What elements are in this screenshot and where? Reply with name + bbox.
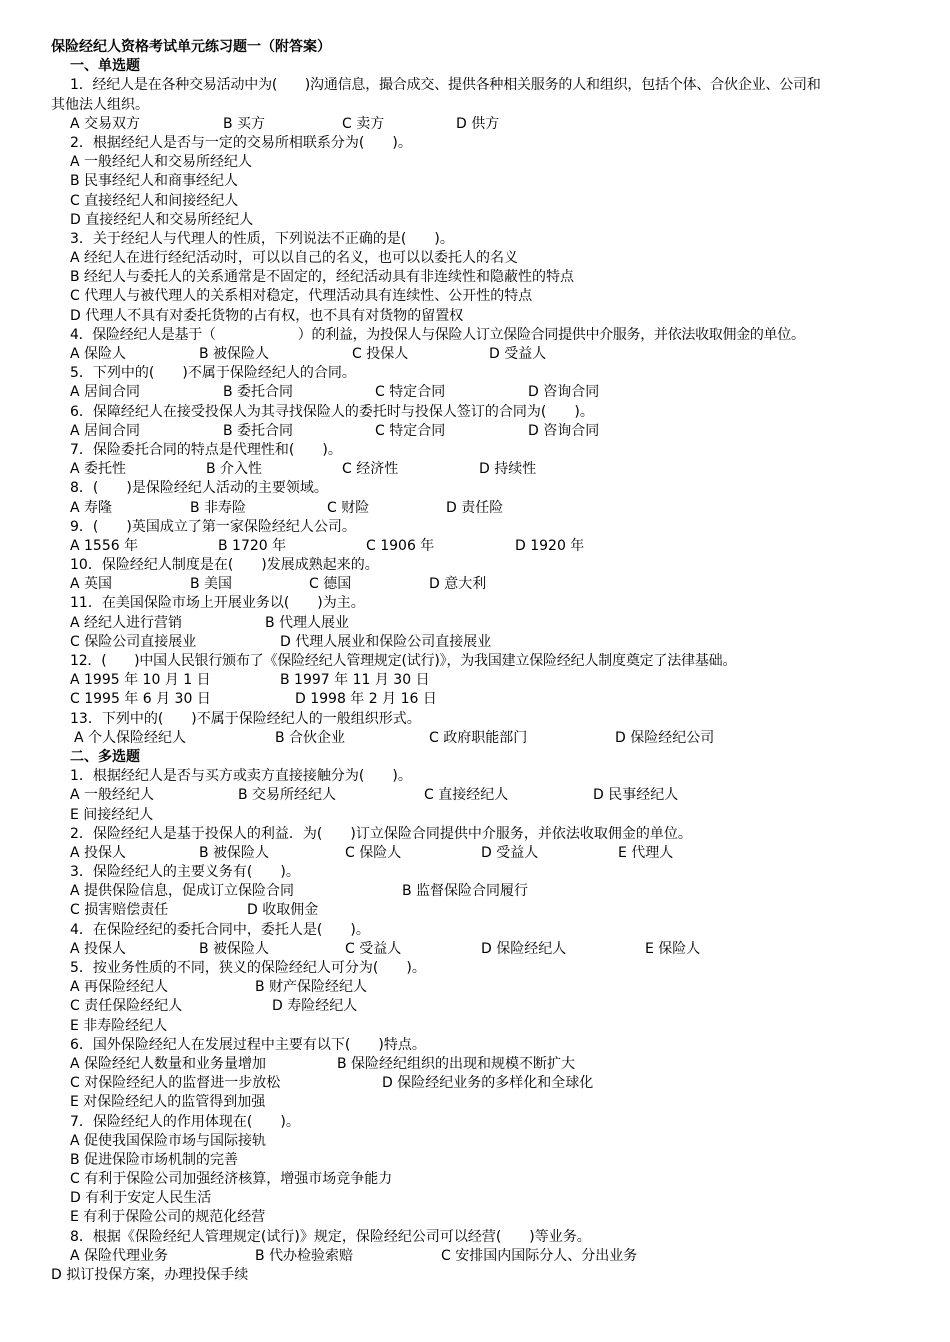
option-row xyxy=(51,978,926,997)
option-row xyxy=(51,940,926,959)
option: C 1906 年 xyxy=(366,537,435,554)
option: A 保险人 xyxy=(70,346,127,362)
option: B 财产保险经纪人 xyxy=(255,979,368,996)
option: B 合伙企业 xyxy=(275,729,346,746)
option: B 监督保险合同履行 xyxy=(402,883,529,900)
option: A 保险代理业务 xyxy=(70,1247,169,1264)
option: D 意大利 xyxy=(429,576,487,593)
option: A 促使我国保险市场与国际接轨 xyxy=(70,1132,267,1149)
option: B 非寿险 xyxy=(190,499,247,516)
option-row xyxy=(51,690,926,709)
option: B 被保险人 xyxy=(199,346,270,362)
option: D 收取佣金 xyxy=(247,902,319,919)
question-text: 4．保险经纪人是基于（ ）的利益，为投保人与保险人订立保险合同提供中介服务，并依法收取佣金的单位。 xyxy=(70,326,805,343)
option: A 保险经纪人数量和业务量增加 xyxy=(70,1055,267,1072)
option: A 提供保险信息，促成订立保险合同 xyxy=(70,883,295,900)
option-row xyxy=(51,537,926,556)
option: B 1720 年 xyxy=(218,537,287,554)
option: D 咨询合同 xyxy=(528,422,600,439)
question-text: 13．下列中的( )不属于保险经纪人的一般组织形式。 xyxy=(70,710,421,727)
option: B 交易所经纪人 xyxy=(238,787,337,804)
option-row xyxy=(51,729,926,748)
option: C 安排国内国际分人、分出业务 xyxy=(441,1247,638,1264)
option: E 对保险经纪人的监管得到加强 xyxy=(70,1094,266,1111)
question-text: 3．关于经纪人与代理人的性质，下列说法不正确的是( )。 xyxy=(70,230,454,247)
option: D 保险经纪公司 xyxy=(615,729,715,746)
option: B 代理人展业 xyxy=(265,614,350,631)
option-row xyxy=(51,499,926,518)
question-text: 4．在保险经纪的委托合同中，委托人是( )。 xyxy=(70,921,370,938)
option: C 对保险经纪人的监督进一步放松 xyxy=(70,1075,281,1092)
option-row xyxy=(51,786,926,805)
option: E 有利于保险公司的规范化经营 xyxy=(70,1209,266,1226)
option: C 代理人与被代理人的关系相对稳定，代理活动具有连续性、公开性的特点 xyxy=(70,288,533,305)
option-row xyxy=(51,345,926,364)
option: C 保险人 xyxy=(345,844,402,861)
option: D 1920 年 xyxy=(515,537,585,554)
option: C 财险 xyxy=(327,499,370,516)
option-row xyxy=(51,844,926,863)
option: B 被保险人 xyxy=(199,844,270,861)
option: D 保险经纪业务的多样化和全球化 xyxy=(382,1075,594,1092)
question-text: 2．保险经纪人是基于投保人的利益．为( )订立保险合同提供中介服务，并依法收取佣金的单位。 xyxy=(70,825,692,842)
question-text: 11．在美国保险市场上开展业务以( )为主。 xyxy=(70,595,365,612)
question-text: 9．( )英国成立了第一家保险经纪人公司。 xyxy=(70,518,356,535)
option: D 咨询合同 xyxy=(528,384,600,401)
option: A 一般经纪人 xyxy=(70,787,155,804)
option: E 代理人 xyxy=(618,844,674,861)
option-row xyxy=(51,575,926,594)
question-text: 7．保险经纪人的作用体现在( )。 xyxy=(70,1113,300,1130)
option: A 英国 xyxy=(70,576,113,593)
question-text: 8．( )是保险经纪人活动的主要领域。 xyxy=(70,480,328,497)
option-row xyxy=(51,614,926,633)
option: A 投保人 xyxy=(70,940,127,957)
option: C 直接经纪人和间接经纪人 xyxy=(70,192,239,209)
option: B 1997 年 11 月 30 日 xyxy=(280,672,430,689)
option: C 政府职能部门 xyxy=(429,729,528,746)
option-row xyxy=(51,460,926,479)
option: A 一般经纪人和交易所经纪人 xyxy=(70,154,253,171)
question-text: 2．根据经纪人是否与一定的交易所相联系分为( )。 xyxy=(70,134,412,151)
option: B 被保险人 xyxy=(199,940,270,957)
option: D 代理人展业和保险公司直接展业 xyxy=(280,633,492,650)
option: B 买方 xyxy=(223,115,266,132)
option: E 非寿险经纪人 xyxy=(70,1017,168,1034)
section-heading-single-choice: 一、单选题 xyxy=(70,58,140,75)
option-row xyxy=(51,383,926,402)
option: C 德国 xyxy=(309,576,352,593)
option: C 损害赔偿责任 xyxy=(70,902,169,919)
option: A 交易双方 xyxy=(70,115,141,132)
question-text: 5．下列中的( )不属于保险经纪人的合同。 xyxy=(70,365,356,382)
option: D 供方 xyxy=(456,115,500,132)
option-row xyxy=(51,901,926,920)
question-text: 7．保险委托合同的特点是代理性和( )。 xyxy=(70,441,342,458)
option: D 责任险 xyxy=(446,499,504,516)
option: A 投保人 xyxy=(70,844,127,861)
option: D 受益人 xyxy=(481,844,539,861)
option: A 个人保险经纪人 xyxy=(74,729,187,746)
option: A 委托性 xyxy=(70,461,127,478)
option: B 委托合同 xyxy=(223,422,294,439)
option: A 寿隆 xyxy=(70,499,113,516)
option-row xyxy=(51,1247,926,1266)
question-text: 1．经纪人是在各种交易活动中为( )沟通信息，撮合成交、提供各种相关服务的人和组织，包括个体、合伙企业、公司和 xyxy=(70,77,821,94)
option: D 受益人 xyxy=(489,346,547,362)
option-row xyxy=(51,882,926,901)
option: D 代理人不具有对委托货物的占有权，也不具有对货物的留置权 xyxy=(70,307,464,324)
option: B 代办检验索赔 xyxy=(255,1247,354,1264)
option: D 保险经纪人 xyxy=(481,940,567,957)
question-text: 5．按业务性质的不同，狭义的保险经纪人可分为( )。 xyxy=(70,960,426,976)
option: E 保险人 xyxy=(645,940,701,957)
option: D 直接经纪人和交易所经纪人 xyxy=(70,211,254,228)
option: D 持续性 xyxy=(479,461,537,478)
option: A 经纪人进行营销 xyxy=(70,614,183,631)
option-row xyxy=(51,671,926,690)
option: D 有利于安定人民生活 xyxy=(70,1190,212,1207)
option-row xyxy=(51,422,926,441)
option: A 1995 年 10 月 1 日 xyxy=(70,672,211,689)
option: C 保险公司直接展业 xyxy=(70,633,197,650)
option-row xyxy=(51,115,926,134)
option: D 寿险经纪人 xyxy=(272,998,358,1015)
option-row xyxy=(51,997,926,1016)
option: B 民事经纪人和商事经纪人 xyxy=(70,173,239,190)
option: A 经纪人在进行经纪活动时，可以以自己的名义，也可以以委托人的名义 xyxy=(70,250,519,267)
option: A 居间合同 xyxy=(70,422,141,439)
option: C 受益人 xyxy=(345,940,402,957)
option: E 间接经纪人 xyxy=(70,806,154,823)
option: C 1995 年 6 月 30 日 xyxy=(70,691,211,708)
option-row xyxy=(51,1055,926,1074)
option: B 经纪人与委托人的关系通常是不固定的，经纪活动具有非连续性和隐蔽性的特点 xyxy=(70,269,575,286)
option: A 居间合同 xyxy=(70,384,141,401)
question-text: 10．保险经纪人制度是在( )发展成熟起来的。 xyxy=(70,557,379,574)
option: A 1556 年 xyxy=(70,537,139,554)
question-text-continued: 其他法人组织。 xyxy=(51,96,149,113)
option: A 再保险经纪人 xyxy=(70,979,169,996)
option: C 特定合同 xyxy=(375,422,446,439)
option: C 有利于保险公司加强经济核算，增强市场竞争能力 xyxy=(70,1171,393,1188)
option: D 拟订投保方案，办理投保手续 xyxy=(51,1267,249,1283)
question-text: 12．( )中国人民银行颁布了《保险经纪人管理规定(试行)》，为我国建立保险经纪人制度奠定了法律基础。 xyxy=(70,653,737,669)
question-text: 6．国外保险经纪人在发展过程中主要有以下( )特点。 xyxy=(70,1036,426,1053)
option: D 1998 年 2 月 16 日 xyxy=(295,691,437,708)
option: B 保险经纪组织的出现和规模不断扩大 xyxy=(337,1055,576,1072)
question-text: 6．保障经纪人在接受投保人为其寻找保险人的委托时与投保人签订的合同为( )。 xyxy=(70,403,594,420)
option-row xyxy=(51,1074,926,1093)
question-text: 8．根据《保险经纪人管理规定(试行)》规定，保险经纪公司可以经营( )等业务。 xyxy=(70,1228,591,1245)
option: C 投保人 xyxy=(352,346,409,362)
option: C 特定合同 xyxy=(375,384,446,401)
option-row xyxy=(51,633,926,652)
option: B 介入性 xyxy=(206,461,263,478)
option: C 责任保险经纪人 xyxy=(70,998,183,1015)
question-text: 1．根据经纪人是否与买方或卖方直接接触分为( )。 xyxy=(70,768,412,785)
option: D 民事经纪人 xyxy=(593,787,679,804)
option: B 美国 xyxy=(190,576,233,593)
option: B 委托合同 xyxy=(223,384,294,401)
question-text: 3．保险经纪人的主要义务有( )。 xyxy=(70,864,300,881)
document-page xyxy=(51,38,926,1285)
option: C 卖方 xyxy=(342,115,385,132)
document-title: 保险经纪人资格考试单元练习题一（附答案） xyxy=(51,39,331,55)
option: B 促进保险市场机制的完善 xyxy=(70,1151,239,1168)
option: C 经济性 xyxy=(342,461,399,478)
section-heading-multiple-choice: 二、多选题 xyxy=(70,748,140,765)
option: C 直接经纪人 xyxy=(424,787,509,804)
